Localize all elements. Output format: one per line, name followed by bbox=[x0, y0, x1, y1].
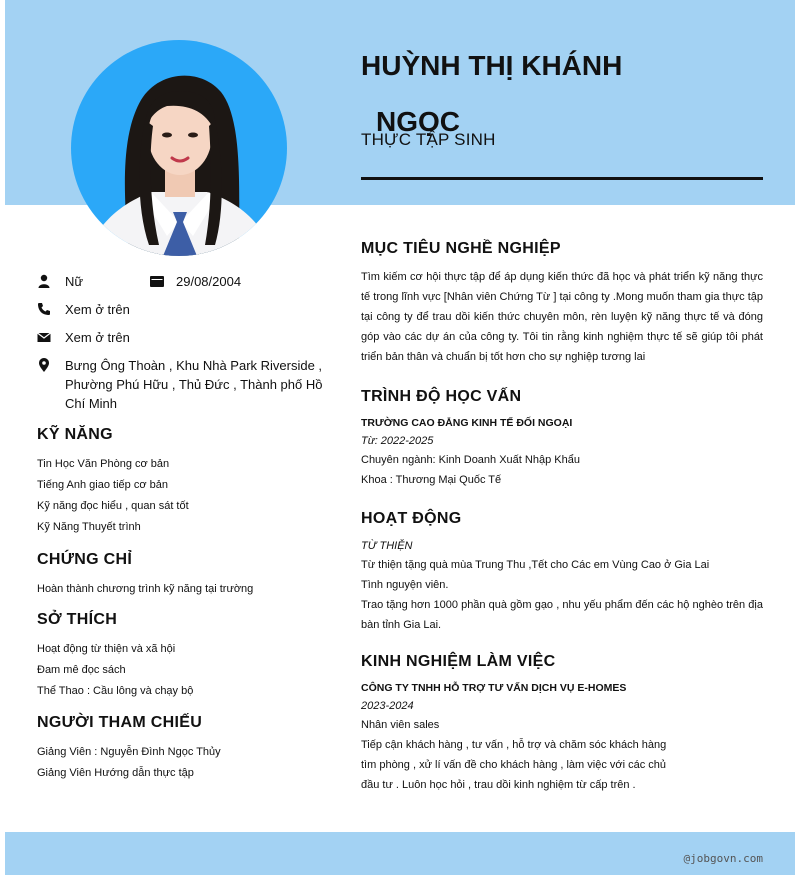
hobby-item: Đam mê đọc sách bbox=[37, 664, 126, 676]
skill-item: Kỹ năng đọc hiểu , quan sát tốt bbox=[37, 500, 189, 512]
skills-heading: KỸ NĂNG bbox=[37, 426, 113, 443]
education-heading: TRÌNH ĐỘ HỌC VẤN bbox=[361, 388, 522, 405]
experience-line: Tiếp cận khách hàng , tư vấn , hỗ trợ và chăm sóc khách hàng bbox=[361, 739, 667, 751]
references-section bbox=[37, 714, 337, 784]
portrait-illustration bbox=[71, 40, 287, 256]
footer-watermark: @jobgovn.com bbox=[683, 852, 763, 865]
objective-text: Tìm kiếm cơ hội thực tập để áp dụng kiến thức đã học và phát triển kỹ năng thực tế trong lĩnh vực [Nhân viên Chứng Từ ] tại công ty .Mong muốn tham gia thực tập tại công ty để trau dồi kiến thức chuyên môn, rèn luyện kỹ năng thực tế và đóng góp vào các dự án của công ty. Tôi tin rằng kinh nghiệm thực tế sẽ giúp tôi phát triển bản thân và chuẩn bị tốt hơn cho sự nghiệp tương lai bbox=[361, 271, 763, 363]
activities-heading: HOẠT ĐỘNG bbox=[361, 510, 462, 527]
gender-value: Nữ bbox=[65, 274, 84, 289]
education-faculty: Khoa : Thương Mại Quốc Tế bbox=[361, 474, 502, 486]
experience-line: đầu tư . Luôn học hỏi , trau dồi kinh nghiệm từ cấp trên . bbox=[361, 779, 636, 791]
certificates-section bbox=[37, 551, 337, 600]
mail-icon bbox=[37, 330, 51, 344]
education-section bbox=[361, 388, 763, 490]
school-name: TRƯỜNG CAO ĐẲNG KINH TẾ ĐỐI NGOẠI bbox=[361, 417, 573, 429]
objective-section bbox=[361, 240, 763, 367]
name-line-2: NGỌC bbox=[376, 106, 460, 137]
certificate-item: Hoàn thành chương trình kỹ năng tại trường bbox=[37, 583, 254, 595]
skill-item: Tin Học Văn Phòng cơ bản bbox=[37, 458, 170, 470]
activity-line: Từ thiện tặng quà mùa Trung Thu ,Tết cho Các em Vùng Cao ở Gia Lai bbox=[361, 559, 710, 571]
certificates-heading: CHỨNG CHỈ bbox=[37, 551, 133, 568]
activities-section bbox=[361, 510, 763, 635]
hobbies-heading: SỞ THÍCH bbox=[37, 611, 118, 628]
company-name: CÔNG TY TNHH HỖ TRỢ TƯ VẤN DỊCH VỤ E-HOMES bbox=[361, 682, 627, 694]
phone-row bbox=[37, 300, 327, 319]
phone-value: Xem ở trên bbox=[65, 302, 130, 317]
skill-item: Kỹ Năng Thuyết trình bbox=[37, 521, 141, 533]
activity-line: Tình nguyện viên. bbox=[361, 579, 449, 591]
objective-heading: MỤC TIÊU NGHỀ NGHIỆP bbox=[361, 240, 561, 257]
job-title: THỰC TẬP SINH bbox=[361, 130, 496, 149]
references-heading: NGƯỜI THAM CHIẾU bbox=[37, 714, 203, 731]
phone-icon bbox=[37, 302, 51, 316]
address-row bbox=[37, 356, 327, 413]
location-pin-icon bbox=[37, 358, 51, 372]
skills-section bbox=[37, 426, 337, 538]
hobby-item: Hoạt động từ thiện và xã hội bbox=[37, 643, 176, 655]
profile-photo bbox=[71, 40, 287, 256]
email-row bbox=[37, 328, 327, 347]
education-period: Từ: 2022-2025 bbox=[361, 435, 434, 447]
gender-dob-row bbox=[37, 272, 327, 291]
title-divider bbox=[361, 177, 763, 180]
name-line-1: HUỲNH THỊ KHÁNH bbox=[361, 50, 623, 81]
email-value: Xem ở trên bbox=[65, 330, 130, 345]
experience-period: 2023-2024 bbox=[361, 700, 414, 712]
experience-heading: KINH NGHIỆM LÀM VIỆC bbox=[361, 653, 556, 670]
experience-line: tìm phòng , xử lí vấn đề cho khách hàng , làm việc với các chủ bbox=[361, 759, 667, 771]
education-major: Chuyên ngành: Kinh Doanh Xuất Nhập Khẩu bbox=[361, 454, 580, 466]
experience-section bbox=[361, 653, 763, 795]
activity-category: TỪ THIỆN bbox=[361, 540, 413, 552]
reference-item: Giảng Viên Hướng dẫn thực tập bbox=[37, 767, 194, 779]
footer-band bbox=[5, 832, 795, 875]
person-icon bbox=[37, 274, 51, 288]
address-value: Bưng Ông Thoàn , Khu Nhà Park Riverside , Phường Phú Hữu , Thủ Đức , Thành phố Hồ Chí Minh bbox=[65, 358, 323, 411]
skill-item: Tiếng Anh giao tiếp cơ bản bbox=[37, 479, 168, 491]
personal-info bbox=[37, 272, 327, 422]
reference-item: Giảng Viên : Nguyễn Đình Ngọc Thủy bbox=[37, 746, 221, 758]
hobbies-section bbox=[37, 611, 337, 702]
activity-detail: Trao tặng hơn 1000 phần quà gồm gạo , nhu yếu phẩm đến các hộ nghèo trên địa bàn tỉnh Gia Lai. bbox=[361, 599, 763, 631]
calendar-icon bbox=[150, 275, 164, 287]
hobby-item: Thể Thao : Cầu lông và chạy bộ bbox=[37, 685, 194, 697]
experience-line: Nhân viên sales bbox=[361, 719, 440, 731]
dob-value: 29/08/2004 bbox=[176, 274, 242, 289]
resume-page bbox=[5, 0, 795, 875]
